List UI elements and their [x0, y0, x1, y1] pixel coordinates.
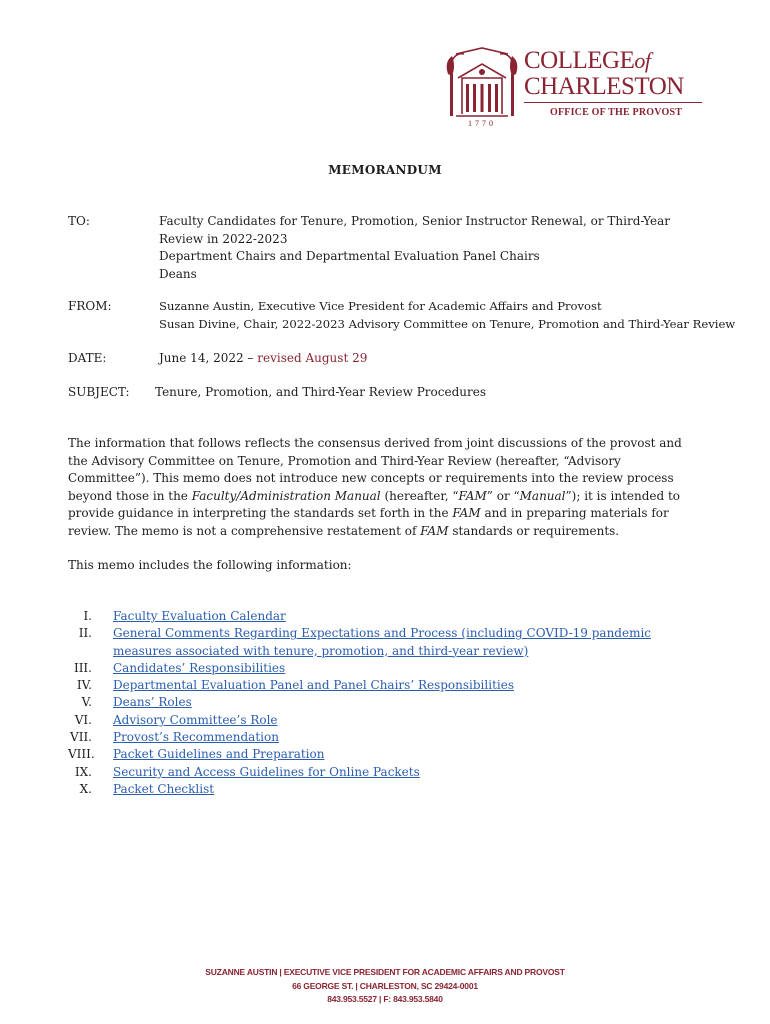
to-line: Deans: [159, 266, 197, 281]
footer-address: 66 GEORGE ST. | CHARLESTON, SC 29424-0001: [292, 980, 478, 991]
to-label: TO:: [68, 214, 90, 228]
to-line: Faculty Candidates for Tenure, Promotion, Senior Instructor Renewal, or Third-Year Review in 2022-2023: [159, 214, 671, 246]
toc-number: VII.: [70, 730, 92, 745]
toc-number: VIII.: [68, 747, 95, 762]
toc-item: [68, 677, 708, 694]
to-line: Department Chairs and Departmental Evaluation Panel Chairs: [159, 249, 540, 263]
footer-name-title: SUZANNE AUSTIN | EXECUTIVE VICE PRESIDENT FOR ACADEMIC AFFAIRS AND PROVOST: [205, 967, 565, 977]
charleston-wordmark: CHARLESTON: [524, 73, 684, 100]
from-value: [159, 298, 736, 333]
toc-number: VI.: [74, 712, 92, 727]
toc-number: II.: [78, 626, 92, 641]
from-label: FROM:: [68, 299, 112, 313]
date-label: DATE:: [68, 351, 107, 365]
footer-phone: 843.953.5527 | F: 843.953.5840: [327, 994, 443, 1004]
date-revised: revised August 29: [257, 351, 368, 365]
toc-link-faculty-evaluation-calendar[interactable]: Faculty Evaluation Calendar: [113, 609, 286, 623]
toc-link-general-comments[interactable]: General Comments Regarding Expectations and Process (including COVID-19 pandemic measures associated with tenure, promotion, and third-year review): [113, 626, 652, 658]
toc-number: V.: [81, 695, 92, 710]
toc-number: IX.: [74, 764, 92, 779]
toc-intro: This memo includes the following information:: [68, 558, 352, 572]
toc-link-packet-checklist[interactable]: Packet Checklist: [113, 781, 215, 796]
toc-item: [68, 764, 708, 781]
subject-value: Tenure, Promotion, and Third-Year Review Procedures: [155, 385, 486, 399]
intro-paragraph: The information that follows reflects the consensus derived from joint discussions of the provost and the Advisory Committee on Tenure, Promotion and Third-Year Review (hereafter, “Advisory Committee”). This memo does not introduce new concepts or requirements into the review process beyond those in the Faculty/Administration Manual (hereafter, “FAM” or “Manual”); it is intended to provide guidance in interpreting the standards set forth in the FAM and in preparing materials for review. The memo is not a comprehensive restatement of FAM standards or requirements.: [68, 436, 682, 538]
college-wordmark: COLLEGEof: [524, 47, 651, 74]
toc-number: IV.: [76, 678, 92, 693]
from-line: Susan Divine, Chair, 2022-2023 Advisory Committee on Tenure, Promotion and Third-Year Review: [159, 316, 736, 331]
toc-item: [68, 694, 708, 711]
college-logo: [442, 44, 712, 130]
fam-title: Faculty/Administration Manual: [191, 488, 381, 503]
table-of-contents: [68, 608, 708, 798]
toc-number: I.: [83, 609, 92, 623]
svg-text:1770: 1770: [468, 119, 496, 128]
toc-number: III.: [73, 660, 92, 675]
college-seal-icon: [442, 44, 522, 130]
toc-item: [68, 625, 708, 660]
from-line: Suzanne Austin, Executive Vice President for Academic Affairs and Provost: [159, 299, 602, 313]
toc-link-departmental-evaluation-panel[interactable]: Departmental Evaluation Panel and Panel Chairs’ Responsibilities: [113, 678, 514, 693]
toc-item: [68, 746, 708, 763]
page-footer: [0, 966, 770, 1007]
toc-link-security-access[interactable]: Security and Access Guidelines for Online Packets: [113, 764, 420, 779]
date-text: June 14, 2022 –: [159, 351, 254, 365]
logo-divider: [524, 102, 702, 103]
toc-item: [68, 729, 708, 746]
toc-link-deans-roles[interactable]: Deans’ Roles: [113, 695, 192, 710]
toc-item: [68, 660, 708, 677]
toc-item: [68, 608, 708, 625]
date-value: [159, 350, 719, 368]
toc-link-candidates-responsibilities[interactable]: Candidates’ Responsibilities: [113, 660, 286, 675]
toc-item: [68, 781, 708, 798]
memo-title: MEMORANDUM: [328, 163, 442, 177]
office-name: OFFICE OF THE PROVOST: [550, 107, 683, 118]
toc-link-provost-recommendation[interactable]: Provost’s Recommendation: [113, 730, 279, 745]
toc-item: [68, 712, 708, 729]
subject-label: SUBJECT:: [68, 385, 130, 399]
toc-link-advisory-committee-role[interactable]: Advisory Committee’s Role: [113, 712, 278, 727]
to-value: [159, 213, 699, 283]
toc-number: X.: [79, 781, 92, 796]
toc-link-packet-guidelines[interactable]: Packet Guidelines and Preparation: [113, 747, 325, 762]
